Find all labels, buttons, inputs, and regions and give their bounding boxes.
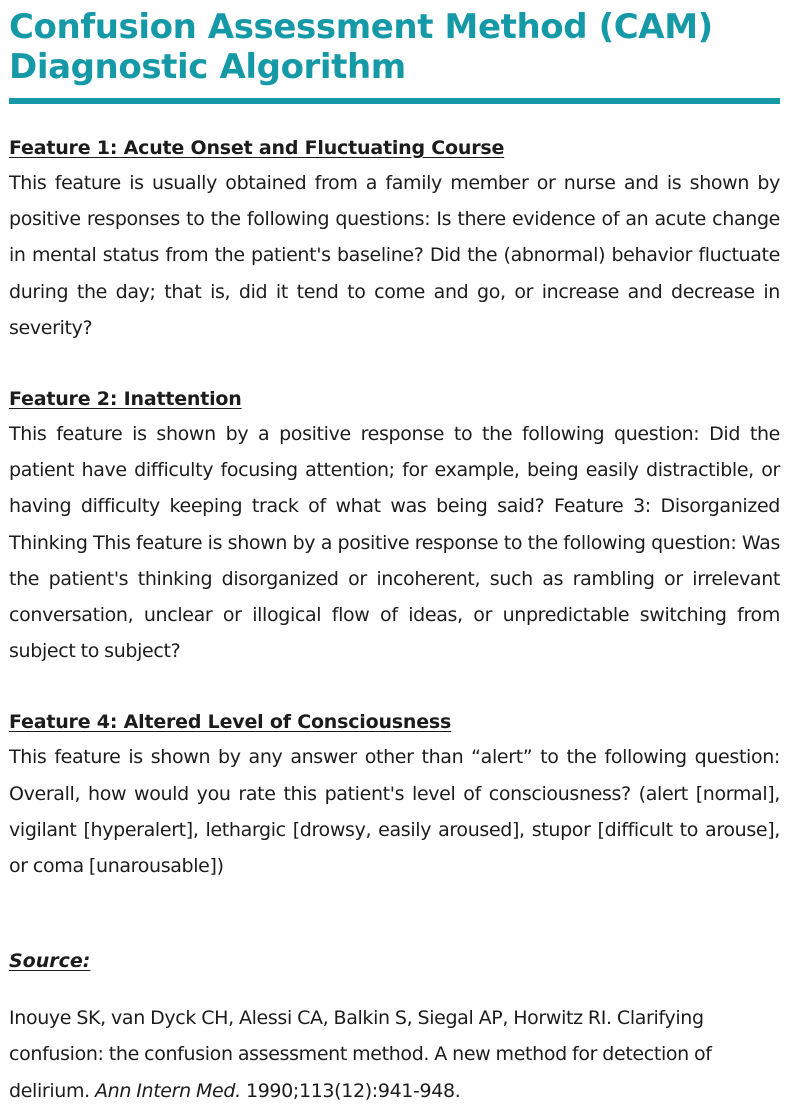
source-citation (9, 1000, 780, 1109)
feature-2-heading: Feature 2: Inattention (9, 388, 242, 411)
title-divider (9, 98, 780, 104)
citation-authors-title: Inouye SK, van Dyck CH, Alessi CA, Balkin S, Siegal AP, Horwitz RI. Clarifying confusion: the confusion assessment method. A new method for detection of delirium. (9, 1007, 712, 1102)
citation-volume: 1990;113(12):941-948. (240, 1079, 461, 1102)
feature-2-body: This feature is shown by a positive response to the following question: Did the patient have difficulty focusing attention; for example, being easily distractible, or having difficulty keeping track of what was being said? Feature 3: Disorganized Thinking This feature is shown by a positive response to the following question: Was the patient's thinking disorganized or incoherent, such as rambling or irrelevant conversation, unclear or illogical flow of ideas, or unpredictable switching from subject to subject? (9, 423, 780, 663)
feature-4-section (9, 709, 780, 884)
title-line-2: Diagnostic Algorithm (9, 47, 406, 87)
feature-1-body: This feature is usually obtained from a family member or nurse and is shown by positive responses to the following questions: Is there evidence of an acute change in mental status from the patient's baseline? Did the (abnormal) behavior fluctuate during the day; that is, did it tend to come and go, or increase and decrease in severity? (9, 172, 780, 339)
feature-4-body: This feature is shown by any answer other than “alert” to the following question: Overall, how would you rate this patient's level of consciousness? (alert [normal], vigilant [hyperalert], lethargic [drowsy, easily aroused], stupor [difficult to arouse], or coma [unarousable]) (9, 746, 780, 878)
feature-2-section (9, 386, 780, 669)
source-section (9, 948, 780, 1109)
page-title (9, 0, 780, 87)
citation-journal: Ann Intern Med. (95, 1079, 241, 1102)
feature-1-section (9, 135, 780, 346)
title-line-1: Confusion Assessment Method (CAM) (9, 7, 713, 47)
document-page (9, 0, 780, 1109)
source-heading: Source: (9, 950, 91, 973)
feature-4-heading: Feature 4: Altered Level of Consciousness (9, 711, 452, 734)
feature-1-heading: Feature 1: Acute Onset and Fluctuating Course (9, 137, 505, 159)
